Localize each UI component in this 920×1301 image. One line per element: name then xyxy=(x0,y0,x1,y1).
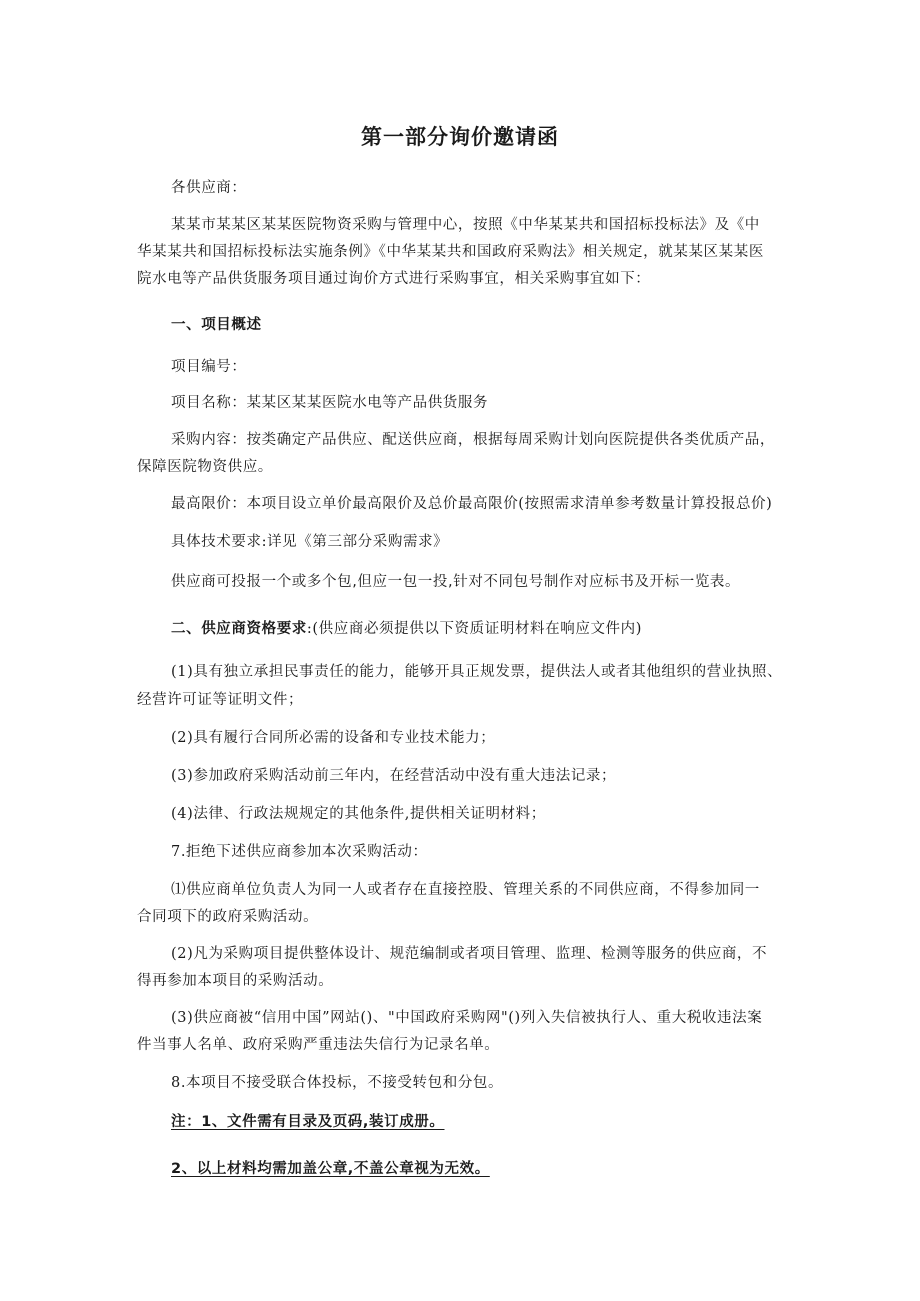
project-number: 项目编号： xyxy=(171,359,247,375)
purchase-content-line-2: 保障医院物资供应。 xyxy=(137,459,273,475)
section1-heading: 一、项目概述 xyxy=(171,317,262,333)
note-2: 2、以上材料均需加盖公章,不盖公章视为无效。 xyxy=(171,1161,490,1177)
intro-line-2: 华某某共和国招标投标法实施条例》《中华某某共和国政府采购法》相关规定，就某某区某某医 xyxy=(137,244,764,260)
salutation: 各供应商： xyxy=(171,180,247,196)
project-name: 项目名称：某某区某某医院水电等产品供货服务 xyxy=(171,395,489,411)
section2-heading: 二、供应商资格要求 xyxy=(171,621,307,637)
price-limit: 最高限价：本项目设立单价最高限价及总价最高限价(按照需求清单参考数量计算投报总价) xyxy=(171,496,773,512)
purchase-content-line-1: 采购内容：按类确定产品供应、配送供应商，根据每周采购计划向医院提供各类优质产品， xyxy=(171,432,775,448)
package-note: 供应商可投报一个或多个包,但应一包一投,针对不同包号制作对应标书及开标一览表。 xyxy=(171,574,741,590)
rejection-3-line-2: 件当事人名单、政府采购严重违法失信行为记录名单。 xyxy=(137,1037,500,1053)
rejection-1-line-2: 合同项下的政府采购活动。 xyxy=(137,909,319,925)
rejection-3-line-1: (3)供应商被“信用中国”网站()、"中国政府采购网"()列入失信被执行人、重大税收违法案 xyxy=(171,1010,763,1026)
rejection-1-line-1: ⑴供应商单位负责人为同一人或者存在直接控股、管理关系的不同供应商，不得参加同一 xyxy=(171,882,760,898)
qualification-1-line-2: 经营许可证等证明文件； xyxy=(137,692,304,708)
note-1: 注：1、文件需有目录及页码,装订成册。 xyxy=(171,1114,445,1130)
intro-line-1: 某某市某某区某某医院物资采购与管理中心，按照《中华某某共和国招标投标法》及《中 xyxy=(171,217,760,233)
page-title: 第一部分询价邀请函 xyxy=(361,125,559,149)
section2-heading-note: :(供应商必须提供以下资质证明材料在响应文件内) xyxy=(306,621,643,637)
intro-line-3: 院水电等产品供货服务项目通过询价方式进行采购事宜，相关采购事宜如下： xyxy=(137,271,651,287)
no-consortium-rule: 8.本项目不接受联合体投标，不接受转包和分包。 xyxy=(171,1075,504,1091)
section2-heading-line xyxy=(171,617,642,638)
rejection-heading: 7.拒绝下述供应商参加本次采购活动： xyxy=(171,844,428,860)
qualification-1-line-1: (1)具有独立承担民事责任的能力，能够开具正规发票，提供法人或者其他组织的营业执照、 xyxy=(171,664,783,680)
qualification-3: (3)参加政府采购活动前三年内，在经营活动中没有重大违法记录； xyxy=(171,768,617,784)
rejection-2-line-1: (2)凡为采购项目提供整体设计、规范编制或者项目管理、监理、检测等服务的供应商，不 xyxy=(171,946,768,962)
rejection-2-line-2: 得再参加本项目的采购活动。 xyxy=(137,973,334,989)
qualification-4: (4)法律、行政法规规定的其他条件,提供相关证明材料； xyxy=(171,806,546,822)
technical-requirements: 具体技术要求:详见《第三部分采购需求》 xyxy=(171,534,449,550)
qualification-2: (2)具有履行合同所必需的设备和专业技术能力； xyxy=(171,730,496,746)
